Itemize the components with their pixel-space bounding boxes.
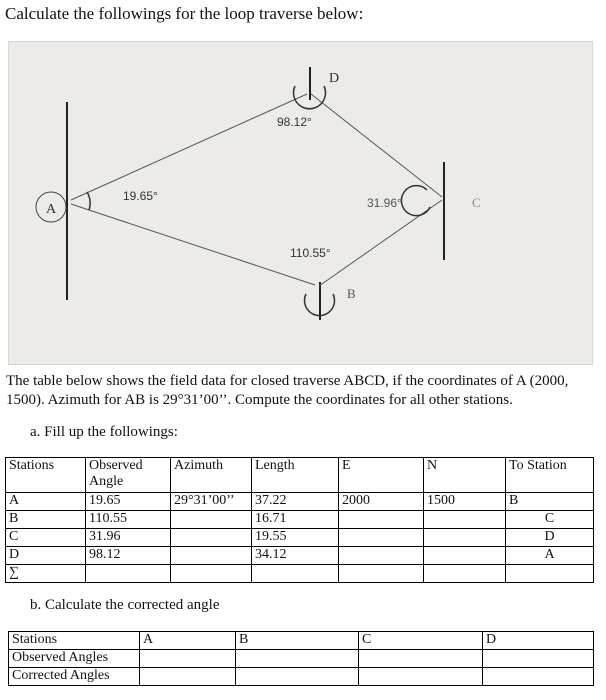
station-d-label: D <box>329 71 340 86</box>
cell: A <box>506 547 594 565</box>
row-label: Corrected Angles <box>9 668 140 686</box>
table-row <box>6 511 594 529</box>
cell: 19.65 <box>86 493 171 511</box>
angle-a-label: 19.65° <box>123 189 158 203</box>
header-a: A <box>140 632 236 650</box>
line-ad <box>71 94 307 200</box>
header-c: C <box>359 632 483 650</box>
table-header-row <box>6 458 594 493</box>
corrected-angle-table <box>8 631 594 686</box>
cell <box>424 529 506 547</box>
station-b-label: B <box>347 286 356 301</box>
header-stations: Stations <box>6 458 86 493</box>
cell: A <box>6 493 86 511</box>
table-row <box>6 529 594 547</box>
cell <box>86 565 171 583</box>
cell <box>140 650 236 668</box>
cell: D <box>6 547 86 565</box>
angle-b-label: 110.55° <box>290 246 331 260</box>
header-to-station: To Station <box>506 458 594 493</box>
angle-d-label: 98.12° <box>277 115 312 129</box>
station-a-label: A <box>46 202 57 217</box>
field-data-table <box>5 457 594 583</box>
cell <box>506 565 594 583</box>
angle-arc-a <box>87 192 90 210</box>
cell <box>483 668 594 686</box>
line-ab <box>71 204 315 285</box>
cell: C <box>6 529 86 547</box>
line-dc <box>311 94 442 197</box>
cell <box>171 565 252 583</box>
cell: 34.12 <box>252 547 339 565</box>
cell <box>236 668 359 686</box>
cell <box>140 668 236 686</box>
cell: 98.12 <box>86 547 171 565</box>
cell <box>339 565 424 583</box>
header-observed-angle: Observed Angle <box>86 458 171 493</box>
header-n: N <box>424 458 506 493</box>
cell: 16.71 <box>252 511 339 529</box>
header-stations: Stations <box>9 632 140 650</box>
cell <box>359 668 483 686</box>
header-e: E <box>339 458 424 493</box>
task-b-label: b. Calculate the corrected angle <box>30 597 220 613</box>
cell: D <box>506 529 594 547</box>
table-row <box>6 547 594 565</box>
cell <box>359 650 483 668</box>
cell <box>171 511 252 529</box>
cell: 2000 <box>339 493 424 511</box>
header-d: D <box>483 632 594 650</box>
cell: ∑ <box>6 565 86 583</box>
cell <box>236 650 359 668</box>
cell: 37.22 <box>252 493 339 511</box>
table-row <box>9 668 594 686</box>
row-label: Observed Angles <box>9 650 140 668</box>
cell: B <box>506 493 594 511</box>
table-row <box>9 650 594 668</box>
cell <box>171 529 252 547</box>
problem-statement: The table below shows the field data for closed traverse ABCD, if the coordinates of A (2000, 1500). Azimuth for AB is 29°31’00’’. Compute the coordinates for all other stations. <box>6 373 569 408</box>
header-length: Length <box>252 458 339 493</box>
cell <box>424 547 506 565</box>
cell <box>171 547 252 565</box>
cell: B <box>6 511 86 529</box>
cell: 19.55 <box>252 529 339 547</box>
traverse-diagram <box>8 41 593 365</box>
table-row-sum <box>6 565 594 583</box>
cell <box>424 565 506 583</box>
cell <box>339 547 424 565</box>
line-bc <box>319 200 442 286</box>
station-c-label: C <box>472 195 481 210</box>
cell: 31.96 <box>86 529 171 547</box>
cell: 110.55 <box>86 511 171 529</box>
cell: 29°31’00’’ <box>171 493 252 511</box>
cell <box>483 650 594 668</box>
cell: 1500 <box>424 493 506 511</box>
table-header-row <box>9 632 594 650</box>
cell <box>339 529 424 547</box>
table-row <box>6 493 594 511</box>
header-azimuth: Azimuth <box>171 458 252 493</box>
angle-c-label: 31.96° <box>367 196 402 210</box>
task-a-label: a. Fill up the followings: <box>30 424 178 440</box>
cell <box>252 565 339 583</box>
cell <box>424 511 506 529</box>
cell <box>339 511 424 529</box>
header-b: B <box>236 632 359 650</box>
cell: C <box>506 511 594 529</box>
page-heading: Calculate the followings for the loop traverse below: <box>5 4 364 23</box>
